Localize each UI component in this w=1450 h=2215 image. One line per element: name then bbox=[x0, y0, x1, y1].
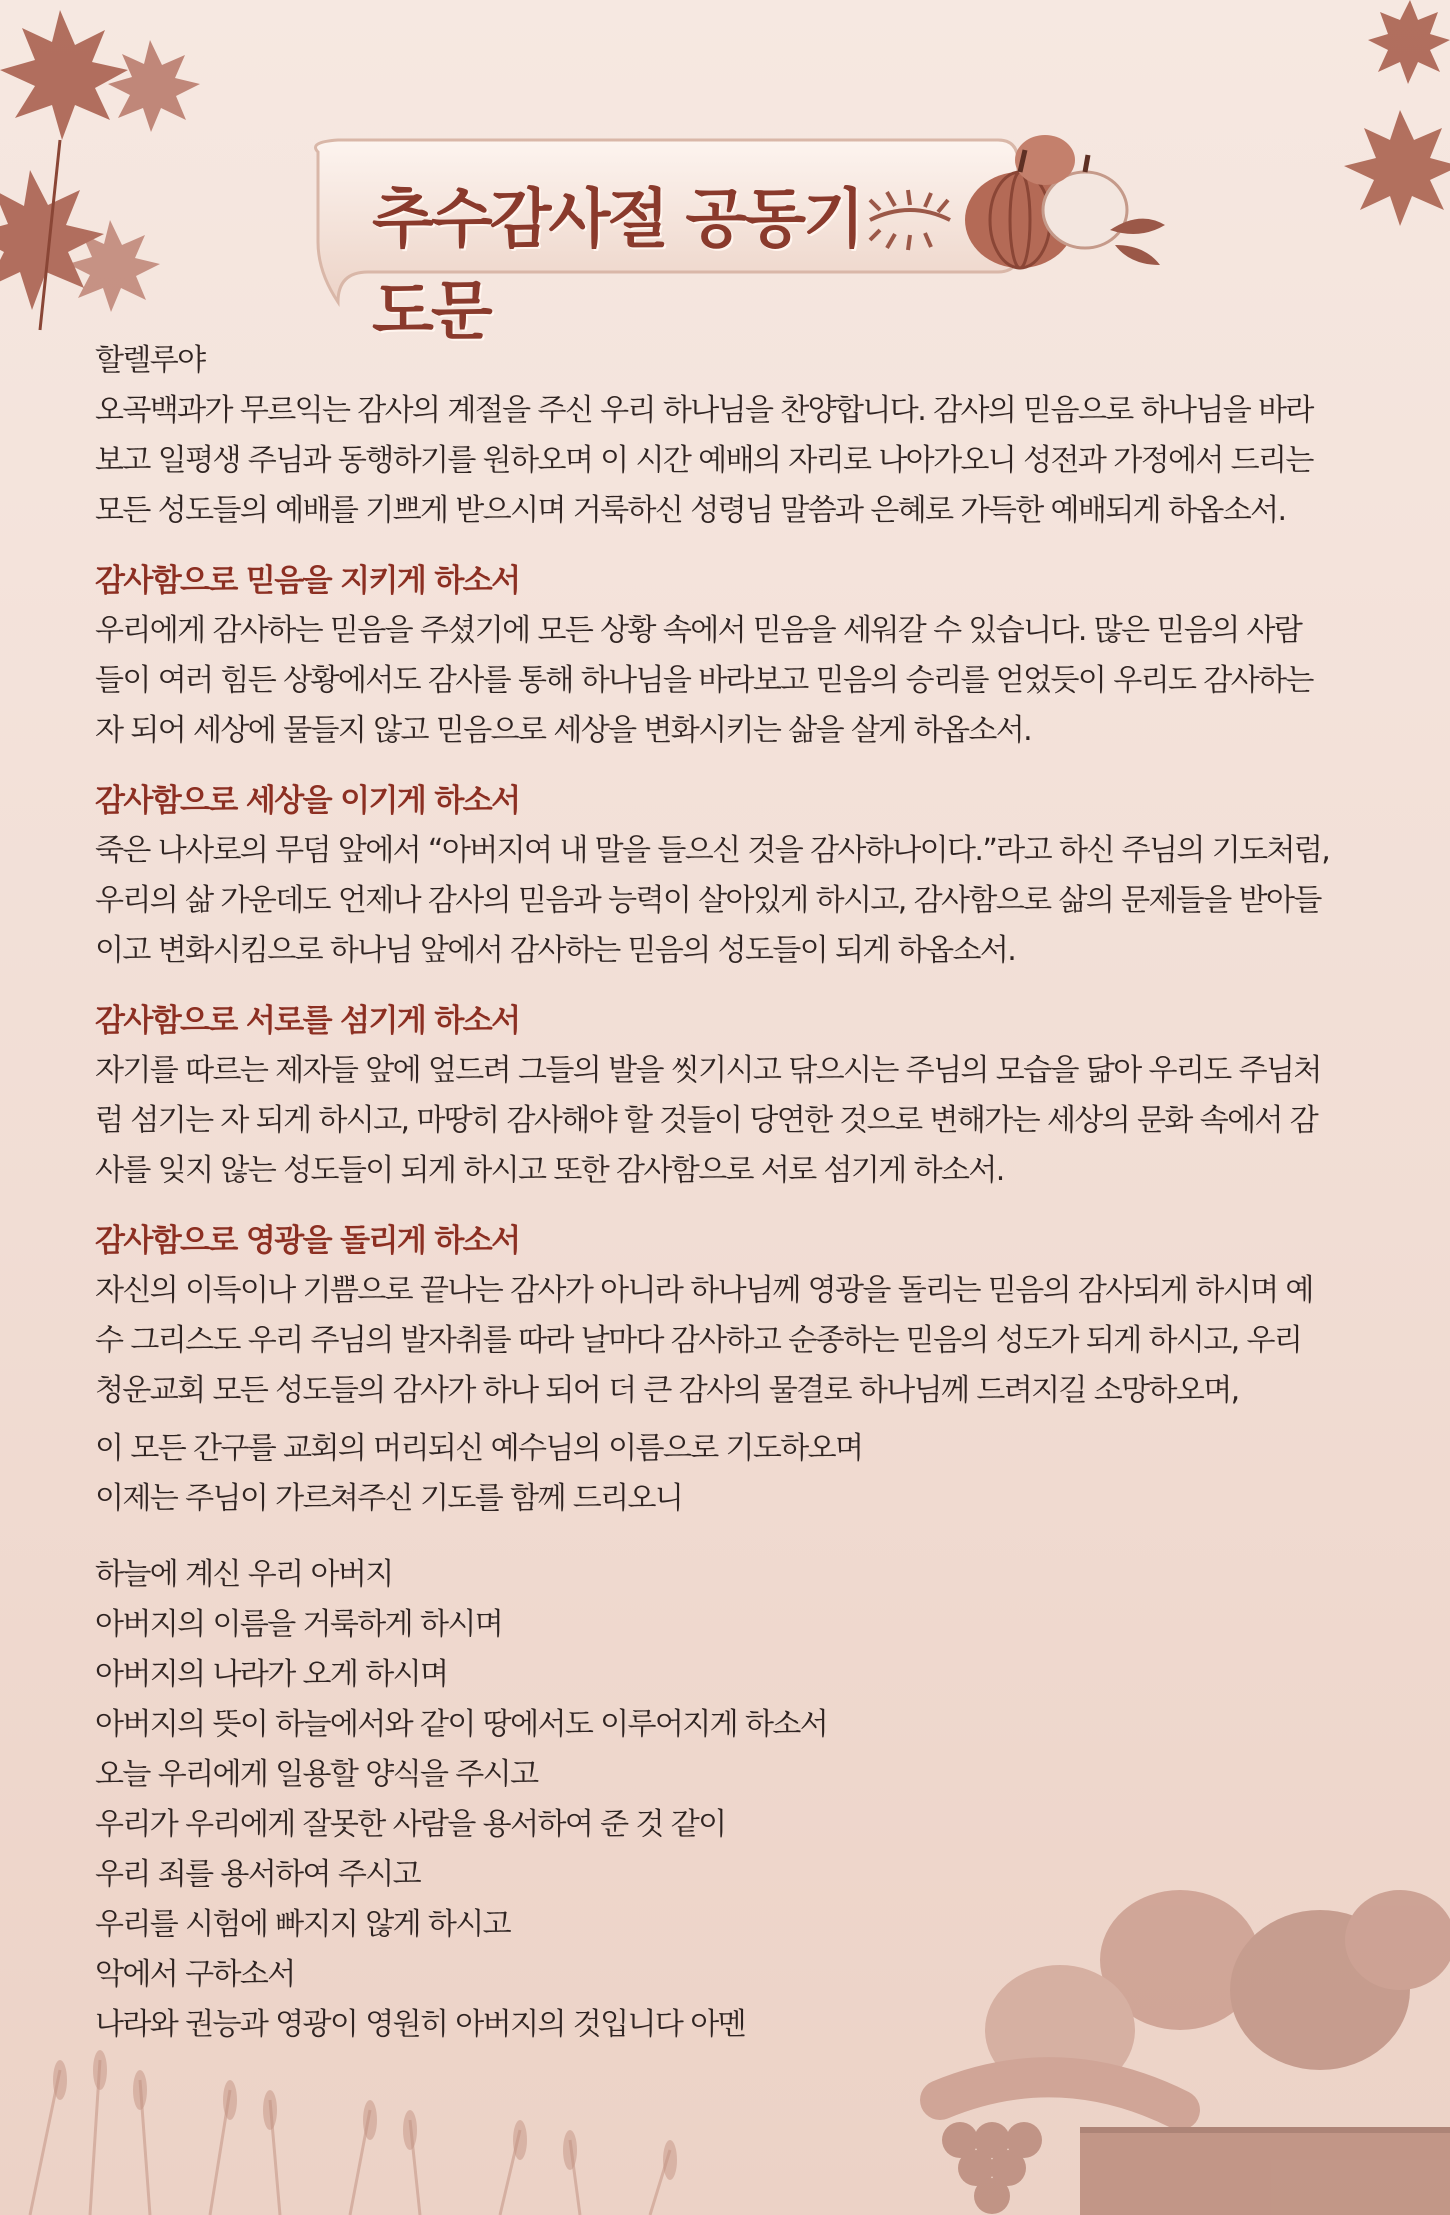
lords-prayer-line: 악에서 구하소서 bbox=[95, 1957, 295, 1992]
lords-prayer-line: 오늘 우리에게 일용할 양식을 주시고 bbox=[95, 1757, 538, 1792]
section-line: 수 그리스도 우리 주님의 발자취를 따라 날마다 감사하고 순종하는 믿음의 성도가 되게 하시고, 우리 bbox=[95, 1323, 1302, 1358]
lords-prayer-line: 우리 죄를 용서하여 주시고 bbox=[95, 1857, 420, 1892]
lords-prayer-line: 아버지의 뜻이 하늘에서와 같이 땅에서도 이루어지게 하소서 bbox=[95, 1707, 828, 1742]
pumpkin-icon bbox=[860, 110, 1180, 290]
lords-prayer-line: 하늘에 계신 우리 아버지 bbox=[95, 1557, 393, 1592]
section-line: 들이 여러 힘든 상황에서도 감사를 통해 하나님을 바라보고 믿음의 승리를 얻었듯이 우리도 감사하는 bbox=[95, 663, 1313, 698]
section-line: 청운교회 모든 성도들의 감사가 하나 되어 더 큰 감사의 물결로 하나님께 드려지길 소망하오며, bbox=[95, 1373, 1239, 1408]
section-line: 이고 변화시킴으로 하나님 앞에서 감사하는 믿음의 성도들이 되게 하옵소서. bbox=[95, 933, 1016, 968]
wheat-icon bbox=[0, 2040, 760, 2215]
section-line: 자기를 따르는 제자들 앞에 엎드려 그들의 발을 씻기시고 닦으시는 주님의 모습을 닮아 우리도 주님처 bbox=[95, 1053, 1321, 1088]
maple-leaves-top-left-icon bbox=[0, 0, 260, 380]
lords-prayer-line: 아버지의 이름을 거룩하게 하시며 bbox=[95, 1607, 503, 1642]
lords-prayer-line: 우리를 시험에 빠지지 않게 하시고 bbox=[95, 1907, 511, 1942]
section-line: 우리의 삶 가운데도 언제나 감사의 믿음과 능력이 살아있게 하시고, 감사함으로 삶의 문제들을 받아들 bbox=[95, 883, 1321, 918]
maple-leaves-top-right-icon bbox=[1300, 0, 1450, 330]
intro-line: 보고 일평생 주님과 동행하기를 원하오며 이 시간 예배의 자리로 나아가오니 성전과 가정에서 드리는 bbox=[95, 443, 1313, 478]
section-line: 사를 잊지 않는 성도들이 되게 하시고 또한 감사함으로 서로 섬기게 하소서. bbox=[95, 1153, 1004, 1188]
lords-prayer-line: 아버지의 나라가 오게 하시며 bbox=[95, 1657, 448, 1692]
page-title: 추수감사절 공동기도문 bbox=[372, 183, 862, 349]
section-heading: 감사함으로 세상을 이기게 하소서 bbox=[95, 783, 520, 819]
intro-paragraph bbox=[95, 386, 1345, 536]
lords-prayer-line: 우리가 우리에게 잘못한 사람을 용서하여 준 것 같이 bbox=[95, 1807, 726, 1842]
section-heading: 감사함으로 서로를 섬기게 하소서 bbox=[95, 1003, 520, 1039]
intro-line: 모든 성도들의 예배를 기쁘게 받으시며 거룩하신 성령님 말씀과 은혜로 가득한 예배되게 하옵소서. bbox=[95, 493, 1286, 528]
section-line: 우리에게 감사하는 믿음을 주셨기에 모든 상황 속에서 믿음을 세워갈 수 있습니다. 많은 믿음의 사람 bbox=[95, 613, 1302, 648]
section-heading: 감사함으로 영광을 돌리게 하소서 bbox=[95, 1223, 520, 1259]
section-line: 자 되어 세상에 물들지 않고 믿음으로 세상을 변화시키는 삶을 살게 하옵소서. bbox=[95, 713, 1032, 748]
fruit-basket-icon bbox=[760, 1880, 1450, 2215]
section-heading: 감사함으로 믿음을 지키게 하소서 bbox=[95, 563, 520, 599]
section-line: 자신의 이득이나 기쁨으로 끝나는 감사가 아니라 하나님께 영광을 돌리는 믿음의 감사되게 하시며 예 bbox=[95, 1273, 1313, 1308]
prayer-content bbox=[95, 336, 1345, 2050]
closing-line: 이제는 주님이 가르쳐주신 기도를 함께 드리오니 bbox=[95, 1481, 683, 1516]
closing-line: 이 모든 간구를 교회의 머리되신 예수님의 이름으로 기도하오며 bbox=[95, 1431, 863, 1466]
intro-line: 오곡백과가 무르익는 감사의 계절을 주신 우리 하나님을 찬양합니다. 감사의 믿음으로 하나님을 바라 bbox=[95, 393, 1313, 428]
greeting: 할렐루야 bbox=[95, 343, 205, 378]
section-line: 죽은 나사로의 무덤 앞에서 “아버지여 내 말을 들으신 것을 감사하나이다.”라고 하신 주님의 기도처럼, bbox=[95, 833, 1330, 868]
section-line: 럼 섬기는 자 되게 하시고, 마땅히 감사해야 할 것들이 당연한 것으로 변해가는 세상의 문화 속에서 감 bbox=[95, 1103, 1318, 1138]
lords-prayer-line: 나라와 권능과 영광이 영원히 아버지의 것입니다 아멘 bbox=[95, 2007, 745, 2042]
